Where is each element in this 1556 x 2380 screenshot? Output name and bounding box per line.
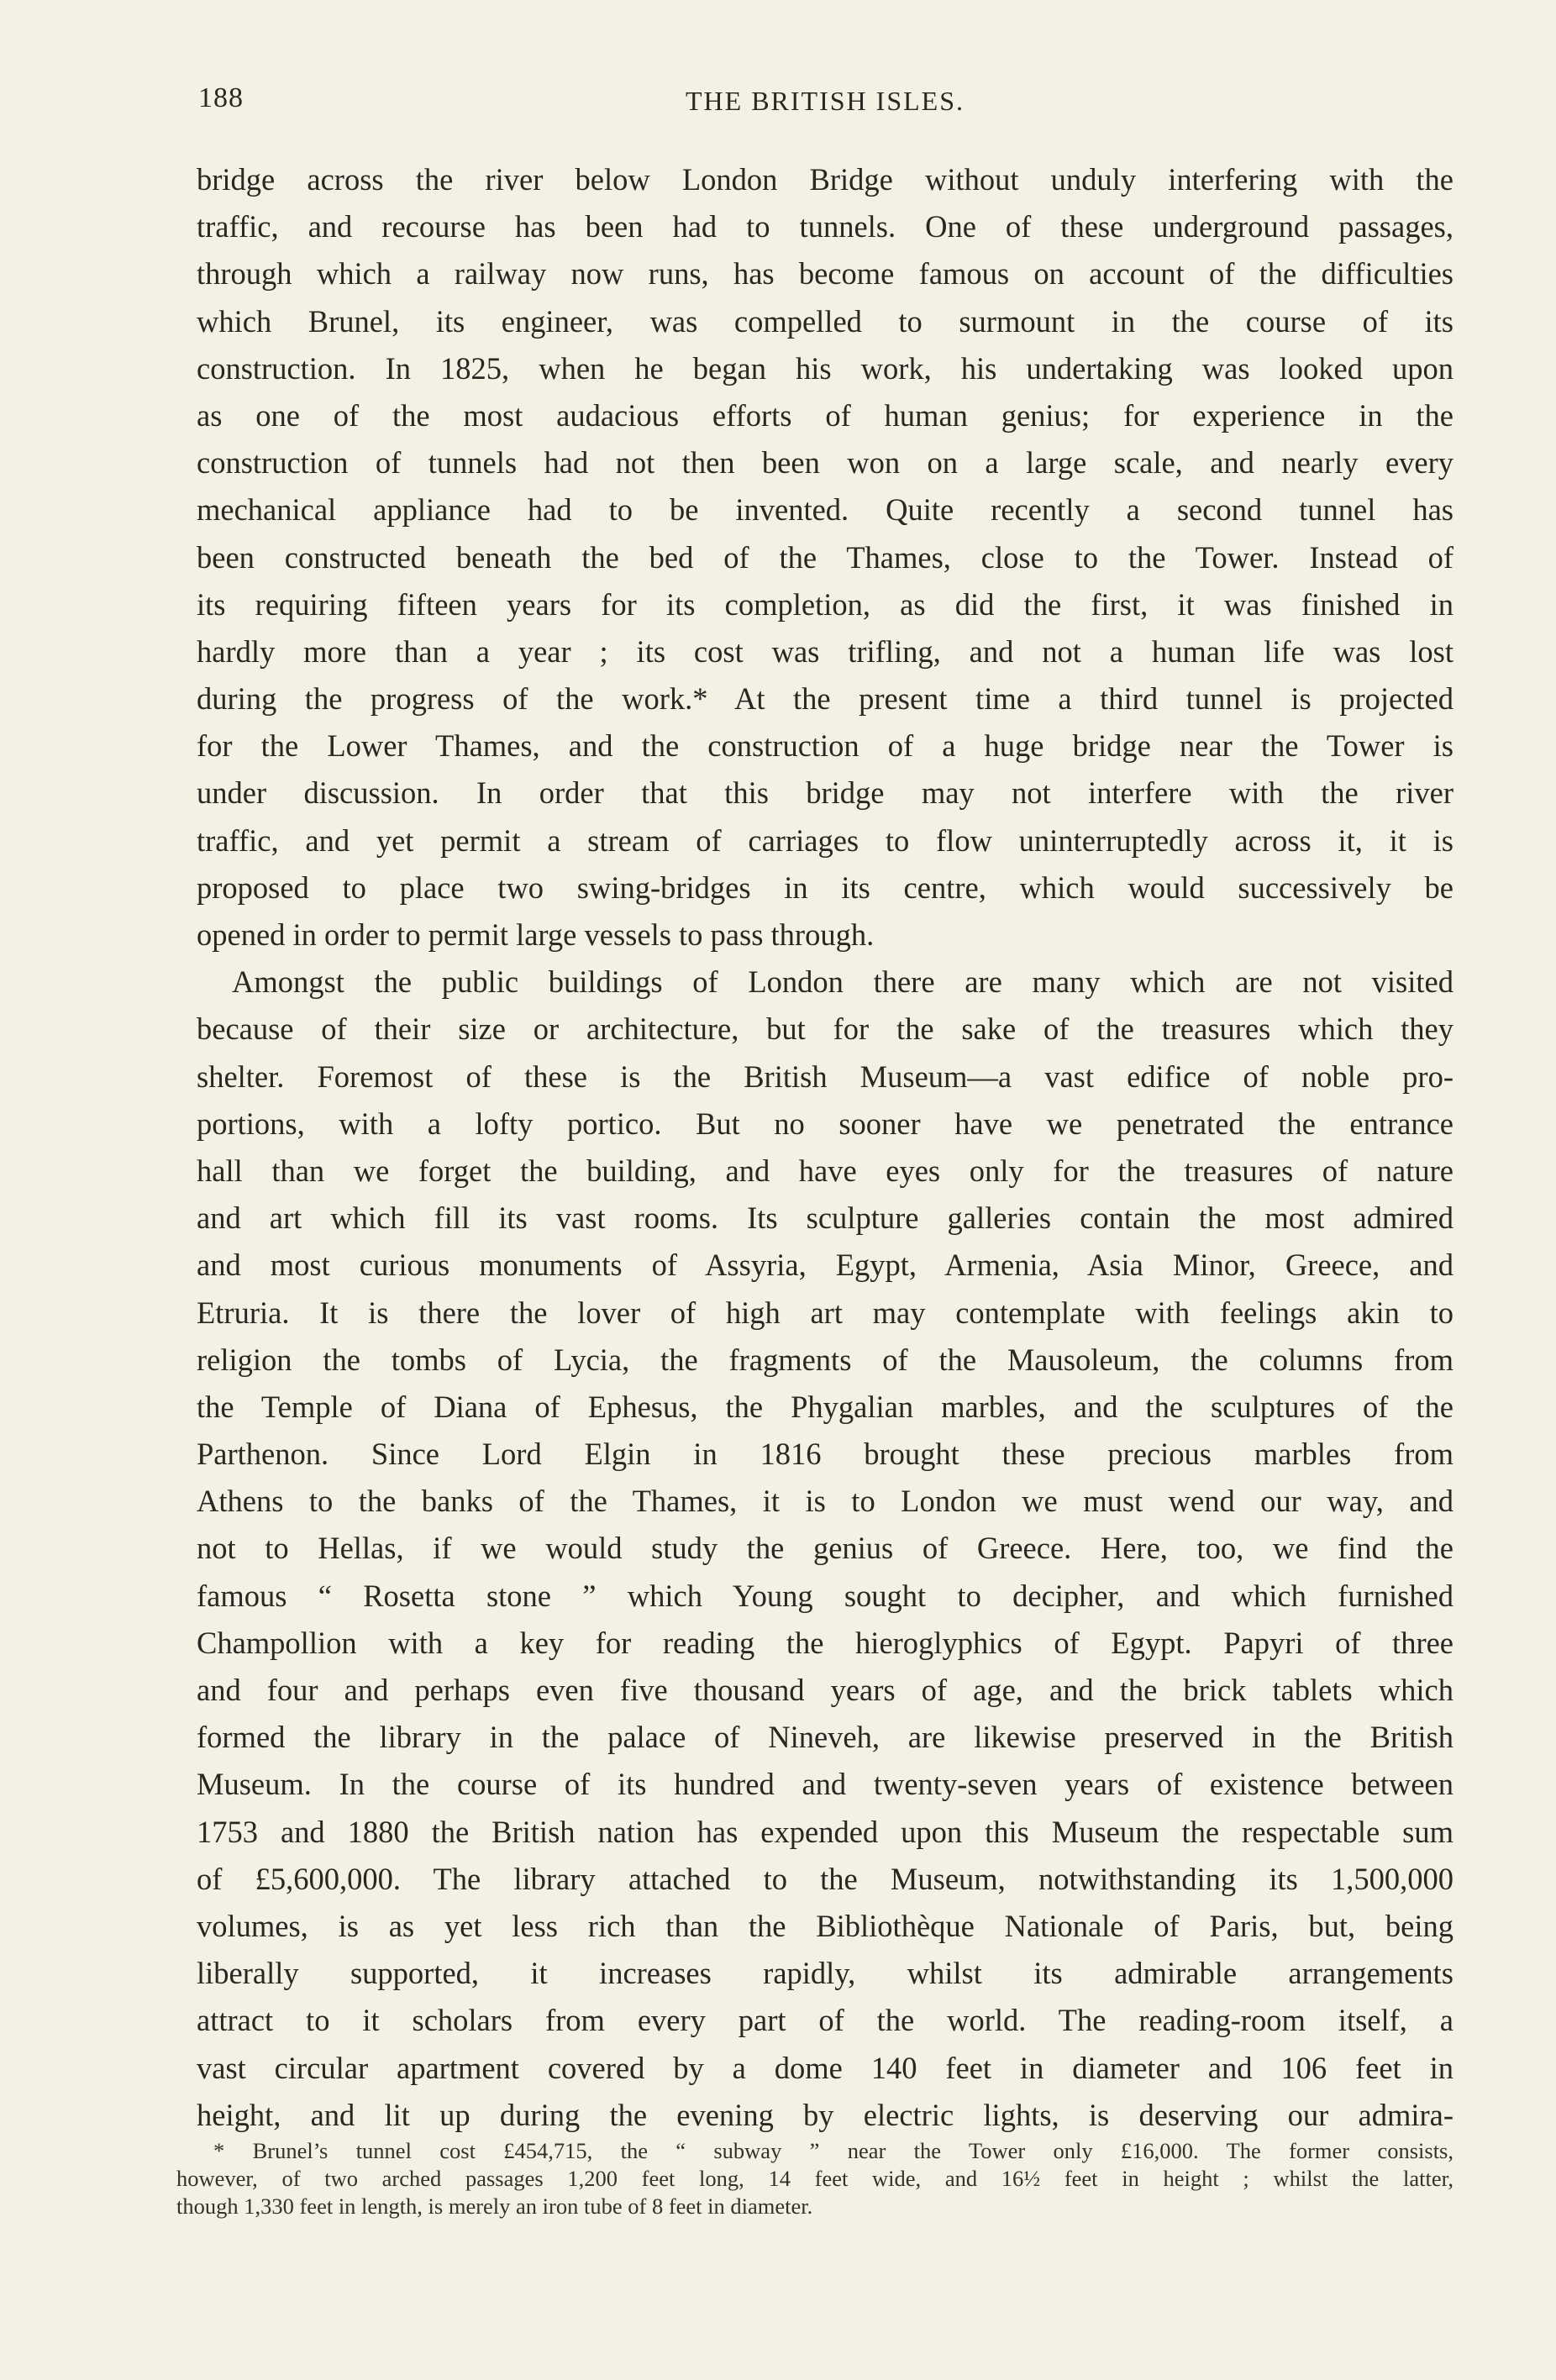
- text-line: attract to it scholars from every part of the world. The reading-room itself, a: [197, 2003, 1453, 2038]
- text-line: because of their size or architecture, but for the sake of the treasures which they: [197, 1011, 1453, 1047]
- paragraph-tunnels: [197, 156, 1453, 959]
- text-line: through which a railway now runs, has become famous on account of the difficulties: [197, 256, 1453, 292]
- text-line: Amongst the public buildings of London there are many which are not visited: [232, 964, 1453, 1000]
- text-line: famous “ Rosetta stone ” which Young sought to decipher, and which furnished: [197, 1578, 1453, 1613]
- text-line: its requiring fifteen years for its completion, as did the first, it was finished in: [197, 586, 1453, 622]
- text-line: construction of tunnels had not then been won on a large scale, and nearly every: [197, 445, 1453, 481]
- text-line: hall than we forget the building, and have eyes only for the treasures of nature: [197, 1153, 1453, 1188]
- text-line: volumes, is as yet less rich than the Bibliothèque Nationale of Paris, but, being: [197, 1908, 1453, 1943]
- text-line: and four and perhaps even five thousand years of age, and the brick tablets which: [197, 1673, 1453, 1707]
- text-line: vast circular apartment covered by a dome 140 feet in diameter and 106 feet in: [197, 2050, 1453, 2085]
- text-line: Champollion with a key for reading the hieroglyphics of Egypt. Papyri of three: [197, 1625, 1453, 1660]
- footnote-line: however, of two arched passages 1,200 feet long, 14 feet wide, and 16½ feet in height ; whilst the latter,: [176, 2166, 1453, 2191]
- page-number: 188: [198, 82, 244, 113]
- text-line: which Brunel, its engineer, was compelled to surmount in the course of its: [197, 303, 1453, 339]
- text-line: and art which fill its vast rooms. Its sculpture galleries contain the most admired: [197, 1201, 1453, 1236]
- text-line: mechanical appliance had to be invented. Quite recently a second tunnel has: [197, 492, 1453, 528]
- text-line: opened in order to permit large vessels to pass through.: [197, 917, 875, 952]
- text-line: hardly more than a year ; its cost was trifling, and not a human life was lost: [197, 633, 1453, 669]
- text-line: Athens to the banks of the Thames, it is to London we must wend our way, and: [197, 1484, 1453, 1519]
- text-line: and most curious monuments of Assyria, Egypt, Armenia, Asia Minor, Greece, and: [197, 1248, 1453, 1283]
- text-line: Museum. In the course of its hundred and twenty-seven years of existence between: [197, 1767, 1453, 1802]
- text-line: formed the library in the palace of Nineveh, are likewise preserved in the British: [197, 1720, 1453, 1755]
- text-line: as one of the most audacious efforts of human genius; for experience in the: [197, 397, 1453, 433]
- text-line: construction. In 1825, when he began his work, his undertaking was looked upon: [197, 350, 1453, 386]
- footnote-line: though 1,330 feet in length, is merely an iron tube of 8 feet in diameter.: [176, 2193, 813, 2219]
- text-line: Parthenon. Since Lord Elgin in 1816 brought these precious marbles from: [197, 1437, 1453, 1472]
- text-line: under discussion. In order that this bridge may not interfere with the river: [197, 775, 1453, 811]
- text-line: traffic, and recourse has been had to tunnels. One of these underground passages,: [197, 209, 1453, 244]
- text-line: 1753 and 1880 the British nation has expended upon this Museum the respectable sum: [197, 1814, 1453, 1849]
- text-line: portions, with a lofty portico. But no sooner have we penetrated the entrance: [197, 1106, 1453, 1141]
- text-line: liberally supported, it increases rapidly, whilst its admirable arrangements: [197, 1956, 1453, 1991]
- text-line: proposed to place two swing-bridges in its centre, which would successively be: [197, 870, 1453, 905]
- paragraph-british-museum: [197, 959, 1453, 2139]
- page-header: [198, 82, 1452, 124]
- text-line: religion the tombs of Lycia, the fragments of the Mausoleum, the columns from: [197, 1342, 1453, 1377]
- text-line: of £5,600,000. The library attached to the Museum, notwithstanding its 1,500,000: [197, 1861, 1453, 1896]
- text-line: Etruria. It is there the lover of high art may contemplate with feelings akin to: [197, 1295, 1453, 1330]
- text-line: bridge across the river below London Bridge without unduly interfering with the: [197, 162, 1453, 197]
- text-line: height, and lit up during the evening by electric lights, is deserving our admira-: [197, 2097, 1453, 2132]
- text-line: during the progress of the work.* At the present time a third tunnel is projected: [197, 681, 1453, 717]
- footnote-line: * Brunel’s tunnel cost £454,715, the “ subway ” near the Tower only £16,000. The former consists,: [213, 2138, 1453, 2163]
- body-text: [197, 156, 1453, 2139]
- footnote: [176, 2137, 1453, 2220]
- running-title: THE BRITISH ISLES.: [686, 86, 965, 116]
- text-line: been constructed beneath the bed of the Thames, close to the Tower. Instead of: [197, 539, 1453, 575]
- text-line: for the Lower Thames, and the construction of a huge bridge near the Tower is: [197, 728, 1453, 764]
- text-line: shelter. Foremost of these is the British Museum—a vast edifice of noble pro-: [197, 1059, 1453, 1094]
- text-line: traffic, and yet permit a stream of carriages to flow uninterruptedly across it, it is: [197, 822, 1453, 858]
- text-line: the Temple of Diana of Ephesus, the Phygalian marbles, and the sculptures of the: [197, 1389, 1453, 1424]
- text-line: not to Hellas, if we would study the genius of Greece. Here, too, we find the: [197, 1531, 1453, 1566]
